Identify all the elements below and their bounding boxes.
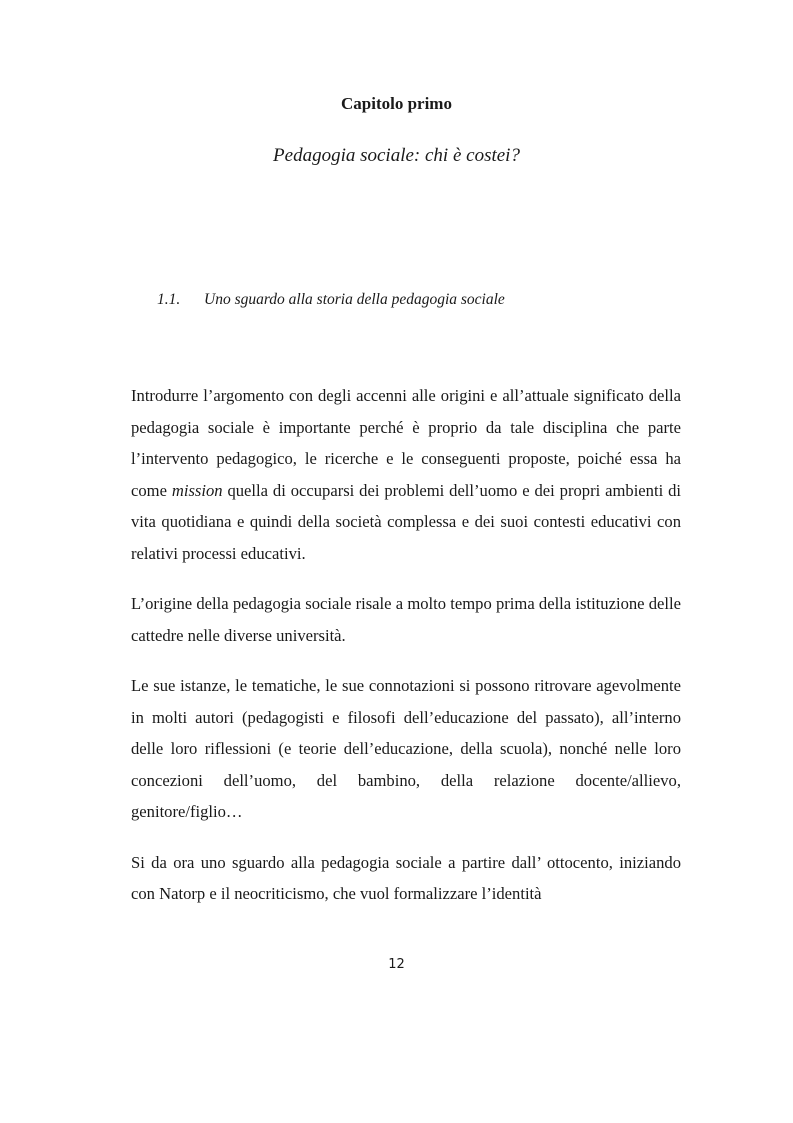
paragraph-3: Le sue istanze, le tematiche, le sue connotazioni si possono ritrovare agevolmente in molti autori (pedagogisti e filosofi dell’educazione del passato), all’interno delle loro riflessioni (e teorie dell’educazione, della scuola), nonché nelle loro concezioni dell’uomo, del bambino, della relazione docente/allievo, genitore/figlio… [131, 676, 681, 821]
paragraph-1-part-2: quella di occuparsi dei problemi dell’uomo e dei propri ambienti di vita quotidiana e quindi della società complessa e dei suoi contesti educativi con relativi processi educativi. [131, 480, 681, 563]
chapter-title: Pedagogia sociale: chi è costei? [273, 145, 520, 166]
page-number: 12 [388, 957, 405, 972]
paragraph-1 [131, 380, 681, 569]
paragraph-2: L’origine della pedagogia sociale risale a molto tempo prima della istituzione delle cattedre nelle diverse università. [131, 594, 681, 645]
paragraph-4: Si da ora uno sguardo alla pedagogia sociale a partire dall’ ottocento, iniziando con Natorp e il neocriticismo, che vuol formalizzare l’identità [131, 852, 681, 903]
chapter-label: Capitolo primo [341, 94, 452, 113]
section-number: 1.1. [157, 291, 181, 308]
section-heading [157, 291, 505, 309]
section-title: Uno sguardo alla storia della pedagogia sociale [204, 291, 505, 308]
emphasis-mission: mission [171, 480, 223, 500]
paragraph-1-part-1: Introdurre l’argomento con degli accenni alle origini e all’attuale significato della pedagogia sociale è importante perché è proprio da tale disciplina che parte l’intervento pedagogico, le ricerche e le conseguenti proposte, poiché essa ha come [131, 386, 681, 500]
body-text [131, 380, 681, 929]
